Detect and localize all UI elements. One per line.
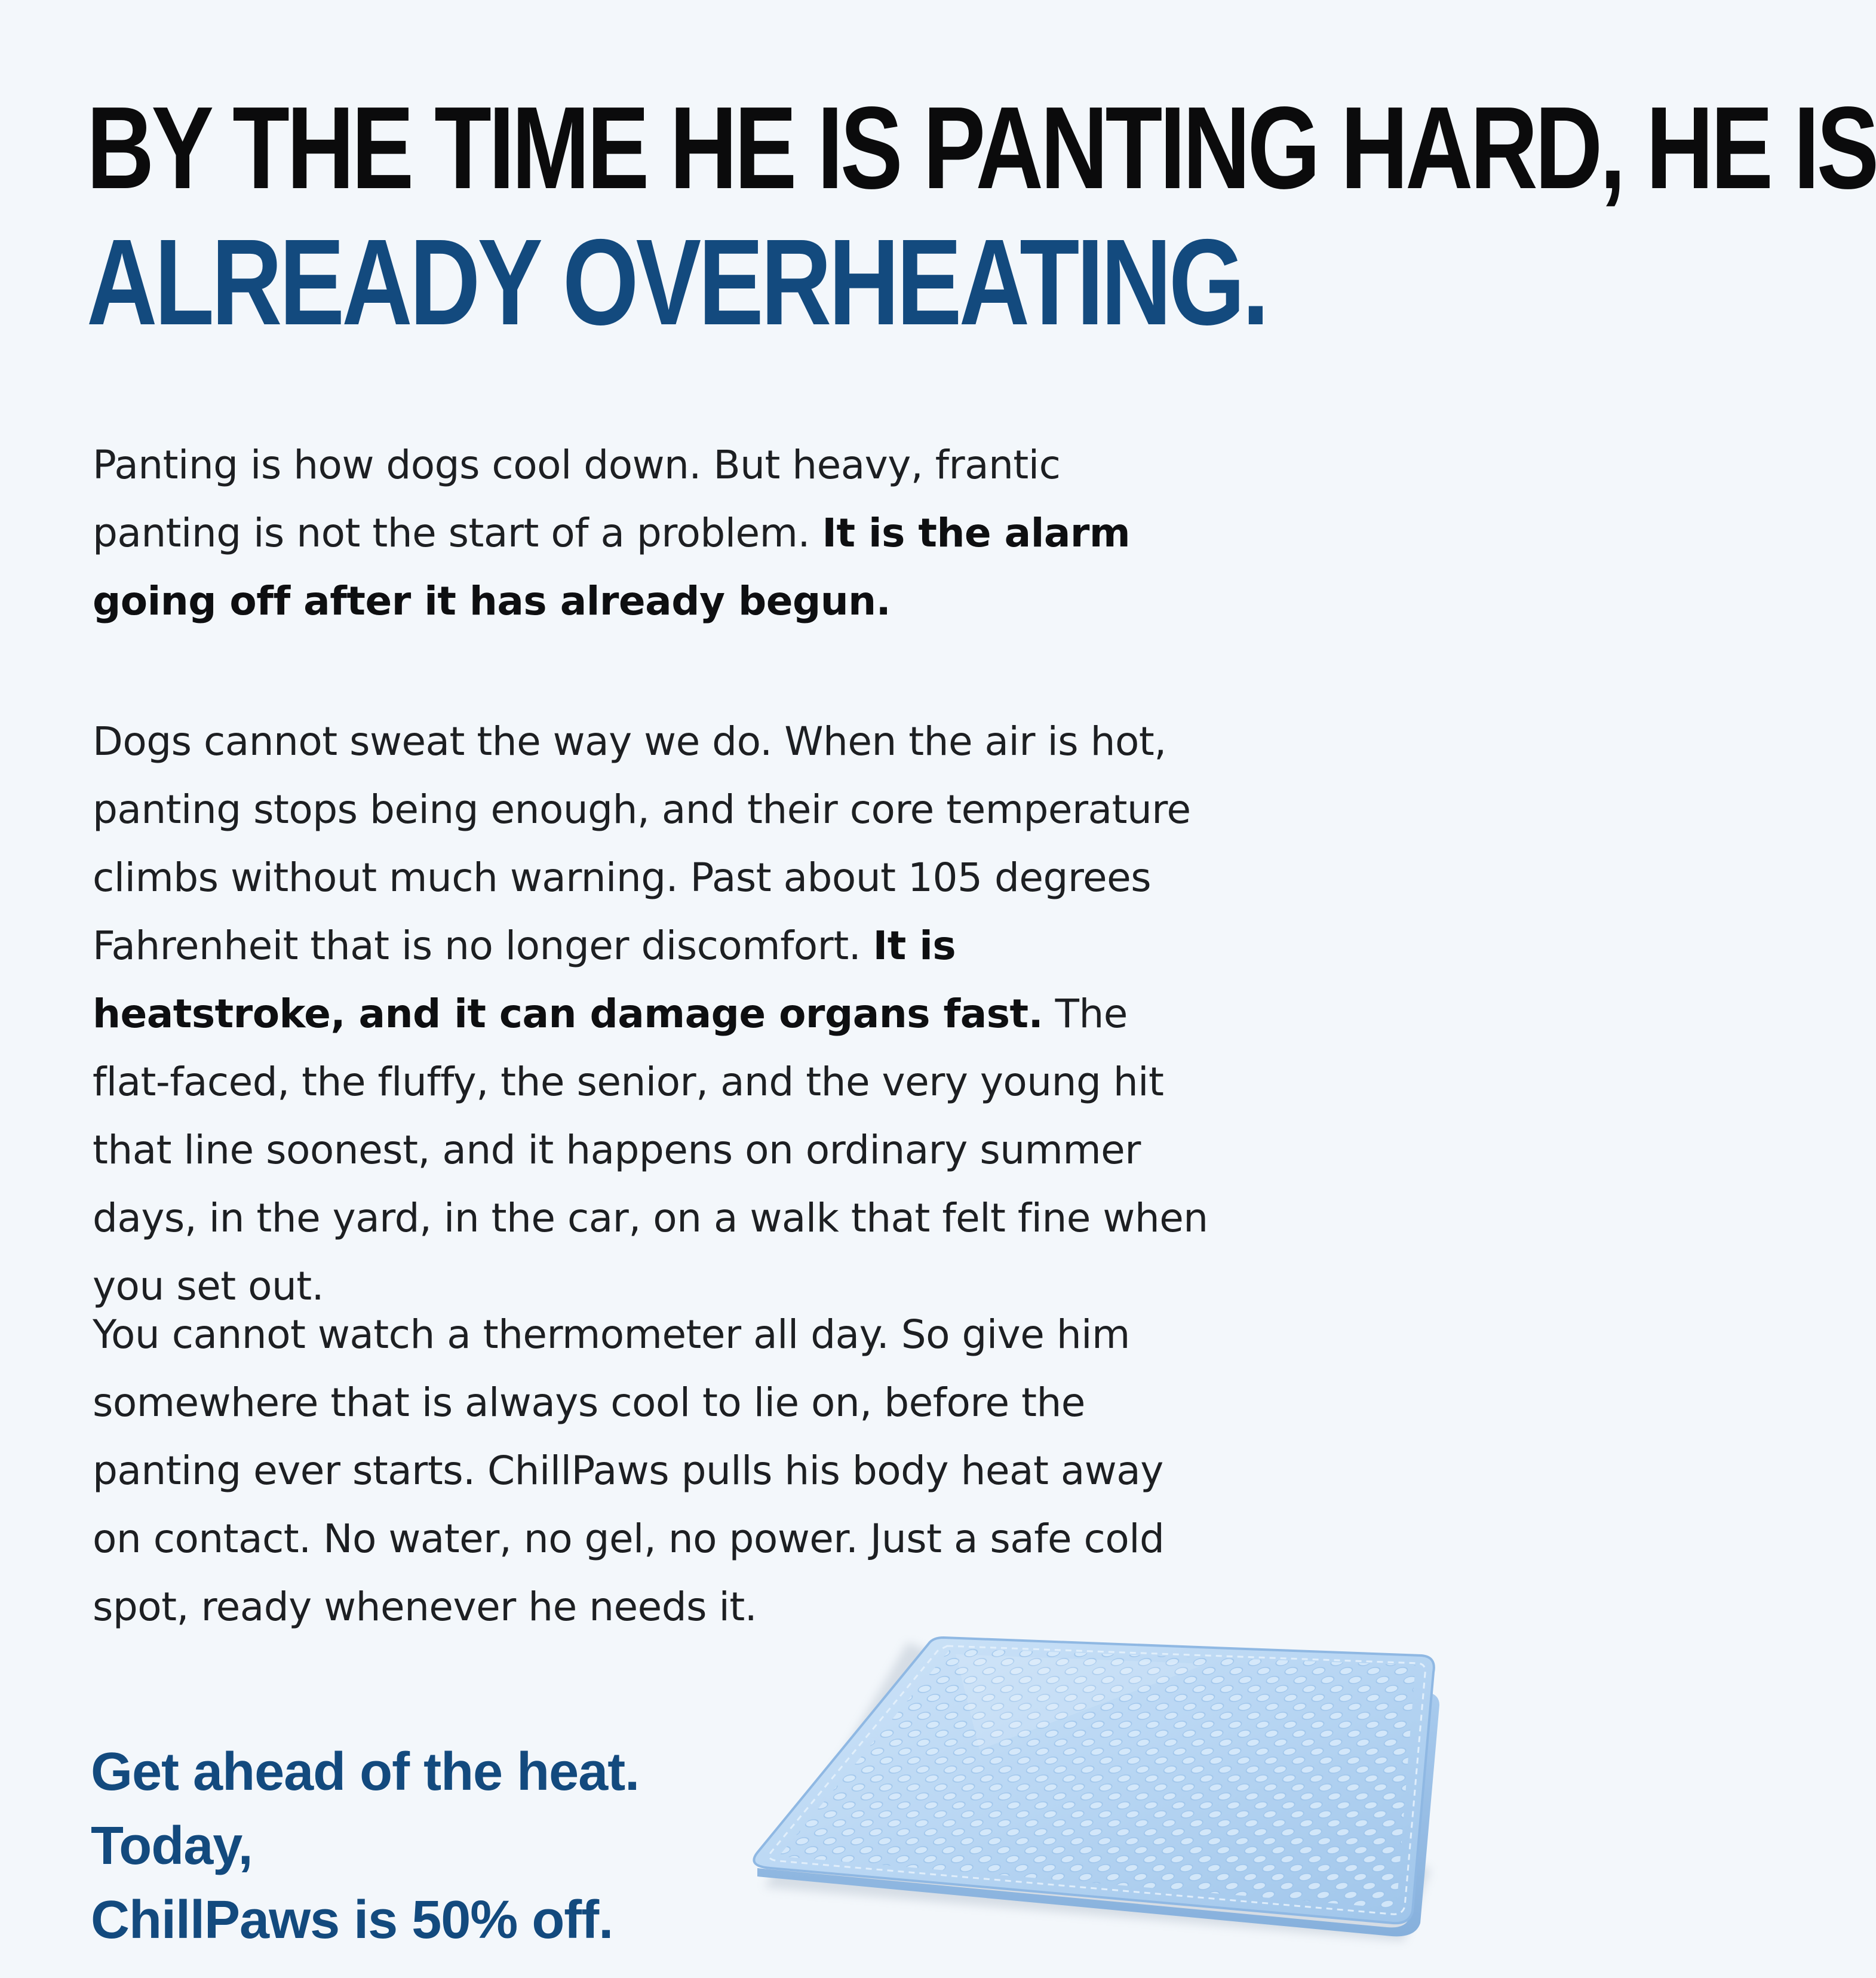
call-to-action <box>91 1735 796 1957</box>
body-paragraph-2 <box>93 708 1215 1320</box>
cta-line-1: Get ahead of the heat. Today, <box>91 1742 640 1876</box>
body-paragraph-1 <box>93 431 1215 635</box>
paragraph-2-text-b: The flat-faced, the fluffy, the senior, and the very young hit that line soonest, and it happens on ordinary summer days, in the yard, in the car, on a walk that felt fine when you set out. <box>93 991 1208 1309</box>
cta-line-2: ChillPaws is 50% off. <box>91 1890 613 1950</box>
paragraph-1-text: Panting is how dogs cool down. But heavy, frantic panting is not the start of a problem. <box>93 442 1061 556</box>
headline <box>87 82 1876 351</box>
headline-line-2: ALREADY OVERHEATING. <box>87 214 1267 351</box>
body-paragraph-3 <box>93 1301 1215 1641</box>
paragraph-2-text-a: Dogs cannot sweat the way we do. When the air is hot, panting stops being enough, and their core temperature climbs without much warning. Past about 105 degrees Fahrenheit that is no longer discomfort. <box>93 718 1191 969</box>
headline-line-1: BY THE TIME HE IS PANTING HARD, HE IS <box>87 82 1876 213</box>
paragraph-3-text: You cannot watch a thermometer all day. So give him somewhere that is always cool to lie on, before the panting ever starts. ChillPaws pulls his body heat away on contact. No water, no gel, no power. Just a safe cold spot, ready whenever he needs it. <box>93 1312 1165 1630</box>
paragraph-2-bold: It is heatstroke, and it can damage organs fast. <box>93 923 1043 1037</box>
cooling-mat-image <box>729 1630 1445 1965</box>
paragraph-1-bold: It is the alarm going off after it has already begun. <box>93 510 1131 624</box>
